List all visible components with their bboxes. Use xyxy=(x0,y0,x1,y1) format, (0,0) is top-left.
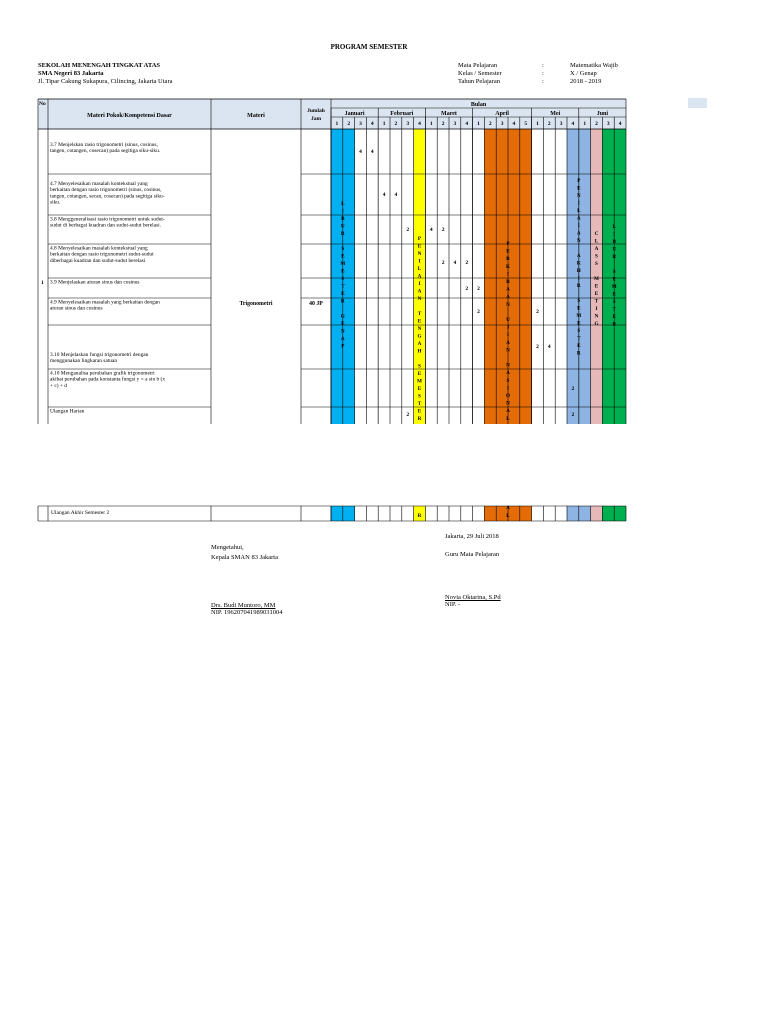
perkiraan-un-tail: L xyxy=(506,513,510,519)
class-meeting-label: E xyxy=(594,283,599,290)
libur-genap-label: E xyxy=(341,253,345,260)
document-title: PROGRAM SEMESTER xyxy=(330,43,408,51)
perkiraan-un-label: A xyxy=(506,408,510,415)
perkiraan-un-label: A xyxy=(506,294,510,301)
month-label: Januari xyxy=(344,111,365,117)
penilaian-akhir-label: R xyxy=(576,350,581,357)
kd-text: 4.7 Menyelesaikan masalah kontekstual yang xyxy=(50,181,148,187)
kd-text: Ulangan Harian xyxy=(50,408,85,415)
penilaian-akhir-label: E xyxy=(577,343,581,349)
penilaian-tengah-label: E xyxy=(417,386,422,392)
libur-semester-label: E xyxy=(612,314,616,320)
week-label: 2 xyxy=(595,121,598,127)
school-address: Jl. Tipar Cakung Sukapura, Cilincing, Jakarta Utara xyxy=(38,78,173,85)
week-label: 3 xyxy=(359,121,362,127)
kd-text: berkaitan dengan rasio trigonometri (sinus, cosinus, xyxy=(50,187,162,194)
class-meeting-label: C xyxy=(594,231,599,237)
class-meeting-label: I xyxy=(595,306,598,312)
meta-label: Kelas / Semester xyxy=(458,70,502,77)
week-label: 4 xyxy=(465,121,469,127)
month-label: Mei xyxy=(550,111,561,117)
week-label: 4 xyxy=(418,121,421,127)
school-name: SEKOLAH MENENGAH TINGKAT ATAS xyxy=(38,62,161,69)
kd-text: tangen, cotangen, cosecan) pada segitiga siku-siku. xyxy=(50,148,161,155)
penilaian-akhir-label: I xyxy=(577,275,580,282)
week-label: 3 xyxy=(453,121,457,127)
header-kd: Materi Pokok/Kompetensi Dasar xyxy=(87,113,172,119)
week-label: 2 xyxy=(441,121,445,127)
class-meeting-label: G xyxy=(594,321,599,327)
libur-genap-label: T xyxy=(341,283,345,290)
week-label: 5 xyxy=(524,121,528,127)
libur-semester-label: M xyxy=(611,284,617,290)
school-unit: SMA Negeri 83 Jakarta xyxy=(38,70,104,77)
penilaian-tengah-label: A xyxy=(417,288,422,295)
penilaian-akhir-label: I xyxy=(577,223,580,229)
week-label: 1 xyxy=(477,121,480,127)
penilaian-akhir-label: A xyxy=(576,230,581,237)
perkiraan-un-label: J xyxy=(506,324,510,331)
kd-text: 3.9 Menjelaskan aturan sinus dan cosinus xyxy=(50,279,140,286)
libur-genap-label: I xyxy=(341,208,344,215)
cell-value: 4 xyxy=(429,227,433,233)
week-label: 1 xyxy=(429,121,433,127)
perkiraan-un-label: N xyxy=(506,400,510,407)
kd-text: 4.9 Menyelesaikan masalah yang berkaitan dengan xyxy=(50,299,160,306)
perkiraan-un-label: I xyxy=(506,332,510,339)
libur-genap-label: U xyxy=(340,223,345,230)
meta-label: Mata Pelajaran xyxy=(458,62,498,69)
class-meeting-label: A xyxy=(594,246,599,252)
libur-semester-label: I xyxy=(613,231,616,238)
week-label: 3 xyxy=(406,121,410,127)
penilaian-akhir-label: S xyxy=(577,298,581,304)
kd-text: menggunakan lingkaran satuan xyxy=(50,358,118,365)
meta-separator: : xyxy=(542,70,544,77)
perkiraan-un-label: A xyxy=(506,339,510,346)
penilaian-tengah-label: S xyxy=(418,393,421,400)
kd-text: + c) + d xyxy=(50,382,68,389)
row-number: 1 xyxy=(41,280,44,286)
week-label: 4 xyxy=(618,121,622,127)
libur-semester-label: S xyxy=(612,299,616,305)
week-label: 2 xyxy=(488,121,492,127)
month-label: Maret xyxy=(441,111,457,117)
sign-right-nip: NIP. - xyxy=(445,601,461,608)
libur-genap-label: N xyxy=(340,328,345,335)
week-label: 4 xyxy=(512,121,516,127)
cell-value: 4 xyxy=(453,260,457,266)
week-label: 3 xyxy=(559,121,563,127)
penilaian-akhir-label: P xyxy=(577,178,581,184)
kd-text: 4.10 Menganalisa perubahan grafik trigonometri xyxy=(50,370,155,377)
penilaian-akhir-label: A xyxy=(576,253,581,259)
week-label: 4 xyxy=(370,121,374,127)
penilaian-akhir-label: E xyxy=(577,305,581,312)
signature-right xyxy=(445,533,501,608)
libur-semester-label: R xyxy=(612,254,617,260)
libur-genap-label: M xyxy=(340,261,346,267)
sign-right-name: Novia Oktarina, S.Pd xyxy=(445,594,501,601)
signature-left xyxy=(211,544,283,616)
week-label: 2 xyxy=(547,121,551,127)
penilaian-tengah-label: P xyxy=(417,236,422,242)
cell-value: 2 xyxy=(536,344,539,350)
kd-text: 3.8 Menggeneralisasi rasio trigonometri untuk sudut- xyxy=(50,216,165,223)
kd-text: 3.10 Menjelaskan fungsi trigonometri dengan xyxy=(50,352,149,358)
penilaian-tengah-label: E xyxy=(417,408,422,415)
perkiraan-un-label: L xyxy=(506,415,510,422)
bottom-row-label: Ulangan Akhir Semester 2 xyxy=(51,510,110,516)
penilaian-tengah-label: E xyxy=(417,243,422,250)
penilaian-tengah-label: S xyxy=(418,363,421,370)
penilaian-tengah-label: A xyxy=(417,273,422,280)
penilaian-akhir-label: K xyxy=(576,260,581,267)
penilaian-tengah-label: R xyxy=(417,416,422,422)
libur-genap-label: R xyxy=(340,231,345,237)
sign-right-role: Guru Mata Pelajaran xyxy=(445,551,500,558)
sign-left-nip: NIP. 196207041989031004 xyxy=(211,609,283,616)
cell-value: 2 xyxy=(441,260,445,266)
penilaian-tengah-label: N xyxy=(417,296,422,302)
libur-semester-label: B xyxy=(612,239,616,245)
penilaian-akhir-label: M xyxy=(576,313,582,319)
kd-text: akibat perubahan pada konstanta fungsi y = a sin b (x xyxy=(50,376,166,383)
week-label: 2 xyxy=(347,121,351,127)
penilaian-akhir-label: I xyxy=(577,200,580,207)
month-label: April xyxy=(495,111,509,117)
penilaian-akhir-label: H xyxy=(576,268,581,274)
month-label: Februari xyxy=(390,111,414,117)
meta-label: Tahun Pelajaran xyxy=(458,78,500,85)
libur-semester-label: R xyxy=(612,321,617,328)
cell-value: 2 xyxy=(571,412,575,418)
libur-genap-label: G xyxy=(340,313,345,320)
week-label: 3 xyxy=(606,121,610,127)
penilaian-tengah-label: H xyxy=(417,348,422,355)
kd-text: siku. xyxy=(50,199,61,206)
libur-genap-label: E xyxy=(341,268,345,275)
libur-genap-label: R xyxy=(340,298,345,305)
penilaian-tengah-label: L xyxy=(417,266,422,272)
perkiraan-un-label: N xyxy=(506,301,510,308)
class-meeting-label: N xyxy=(594,313,599,320)
libur-genap-label: S xyxy=(341,246,345,252)
header-jp: Jumlah xyxy=(307,108,325,114)
perkiraan-un-label: A xyxy=(506,370,510,377)
perkiraan-un-label: R xyxy=(506,256,510,263)
libur-semester-label: U xyxy=(612,246,617,253)
week-label: 1 xyxy=(382,121,386,127)
cell-value: 2 xyxy=(477,286,480,292)
meta-value: 2018 - 2019 xyxy=(570,78,602,85)
band-class_meeting-bottom xyxy=(591,506,603,521)
penilaian-tengah-label: T xyxy=(417,401,422,407)
penilaian-akhir-label: L xyxy=(577,208,581,214)
perkiraan-un-label: N xyxy=(506,362,510,369)
header-jp: Jam xyxy=(310,116,322,122)
meta-separator: : xyxy=(542,78,544,85)
cell-value: 2 xyxy=(536,309,539,315)
cell-value: 4 xyxy=(370,149,374,155)
cell-value: 2 xyxy=(406,227,410,233)
penilaian-tengah-label: N xyxy=(417,326,422,332)
meta-separator: : xyxy=(542,62,544,69)
perkiraan-un-label: I xyxy=(506,385,510,392)
class-meeting-label: T xyxy=(594,298,599,305)
penilaian-akhir-label: N xyxy=(576,193,581,199)
penilaian-tengah-label: I xyxy=(418,281,421,287)
jp-value: 40 JP xyxy=(309,301,323,307)
cell-value: 2 xyxy=(465,286,469,292)
libur-genap-label: E xyxy=(341,321,345,327)
kd-text: 4.8 Menyelesaikan masalah kontekstual yang xyxy=(50,245,148,252)
penilaian-akhir-label: R xyxy=(576,283,581,289)
penilaian-akhir-label: T xyxy=(577,335,581,342)
cell-value: 4 xyxy=(359,149,362,155)
week-label: 1 xyxy=(583,121,587,127)
penilaian-akhir-label: E xyxy=(577,320,581,327)
libur-semester-label: E xyxy=(612,291,616,298)
penilaian-tengah-label: G xyxy=(417,333,422,340)
cell-value: 4 xyxy=(394,192,398,198)
week-label: 2 xyxy=(394,121,398,127)
week-label: 1 xyxy=(335,121,339,127)
perkiraan-un-tail: A xyxy=(506,505,510,511)
penilaian-tengah-label: E xyxy=(417,371,422,377)
cell-value: 2 xyxy=(477,309,480,315)
libur-semester-label: S xyxy=(612,269,616,275)
class-meeting-label: E xyxy=(594,291,599,297)
class-meeting-label: M xyxy=(594,276,599,282)
month-label: Juni xyxy=(596,111,609,117)
cell-value: 4 xyxy=(382,192,386,198)
kd-text: tangen, cotangen, secan, cosecan) pada segitiga siku- xyxy=(50,193,165,200)
libur-semester-label: E xyxy=(612,276,616,283)
perkiraan-un-label: R xyxy=(506,279,510,285)
penilaian-tengah-label: A xyxy=(417,341,422,347)
kd-text: 3.7 Menjelskan rasio trigonometri (sinus, cosinus, xyxy=(50,142,158,148)
week-label: 3 xyxy=(500,121,504,127)
perkiraan-un-label: K xyxy=(505,263,511,270)
libur-genap-label: A xyxy=(340,336,345,342)
cell-value: 2 xyxy=(441,227,445,233)
cell-value: 2 xyxy=(571,386,575,392)
perkiraan-un-label: I xyxy=(506,271,510,278)
libur-semester-label: L xyxy=(612,224,616,230)
perkiraan-un-label: N xyxy=(506,347,510,354)
perkiraan-un-label: S xyxy=(506,377,510,384)
kd-text: diberbagai kuadran dan sudut-sudut berelasi xyxy=(50,257,146,264)
header-bulan: Bulan xyxy=(470,102,487,108)
penilaian-akhir-label: S xyxy=(577,328,581,334)
perkiraan-un-label: P xyxy=(506,241,510,247)
penilaian-tengah-label: M xyxy=(417,378,422,385)
sign-left-name: Drs. Budi Muntoro, MM xyxy=(211,602,276,609)
penilaian-tengah-label: T xyxy=(417,311,422,317)
class-meeting-label: L xyxy=(594,238,599,245)
meta-value: X / Genap xyxy=(570,70,597,77)
cell-value: 2 xyxy=(406,412,410,418)
libur-genap-label: S xyxy=(341,276,345,282)
cell-value: 2 xyxy=(465,260,469,266)
class-meeting-label: S xyxy=(595,261,598,267)
sign-right-date: Jakarta, 29 Juli 2018 xyxy=(445,533,499,540)
kd-text: berkaitan dengan rasio trigonometri sudut-sudut xyxy=(50,251,154,258)
perkiraan-un-label: U xyxy=(506,317,510,323)
penilaian-tengah-label: E xyxy=(417,318,422,325)
penilaian-akhir-label: E xyxy=(577,185,581,192)
penilaian-tengah-label: N xyxy=(417,251,422,257)
libur-genap-label: L xyxy=(341,201,345,207)
week-label: 4 xyxy=(571,121,575,127)
week-label: 1 xyxy=(536,121,539,127)
kd-text: sudut di berbagai kuadran dan sudut-sudut berelasi. xyxy=(50,222,161,229)
libur-genap-label: E xyxy=(341,291,345,297)
perkiraan-un-label: O xyxy=(505,393,511,399)
penilaian-tengah-tail: R xyxy=(417,513,422,519)
perkiraan-un-label: E xyxy=(506,248,510,255)
libur-genap-label: B xyxy=(341,216,345,222)
kd-text: aturan sinus dan cosinus xyxy=(50,305,103,312)
meta-value: Matematika Wajib xyxy=(570,62,618,69)
penilaian-akhir-label: A xyxy=(576,215,581,222)
sign-left-line1: Mengetahui, xyxy=(211,544,244,551)
materi-value: Trigonometri xyxy=(239,301,273,307)
class-meeting-label: S xyxy=(595,253,598,260)
sign-left-line2: Kepala SMAN 83 Jakarta xyxy=(211,554,278,561)
penilaian-akhir-label: N xyxy=(576,238,581,244)
penilaian-tengah-label: I xyxy=(418,258,421,265)
header-no: No xyxy=(39,101,46,107)
header-materi: Materi xyxy=(247,113,265,119)
perkiraan-un-label: A xyxy=(506,286,510,293)
libur-genap-label: P xyxy=(341,343,345,350)
libur-semester-label: T xyxy=(612,306,616,313)
cell-value: 4 xyxy=(547,344,551,350)
